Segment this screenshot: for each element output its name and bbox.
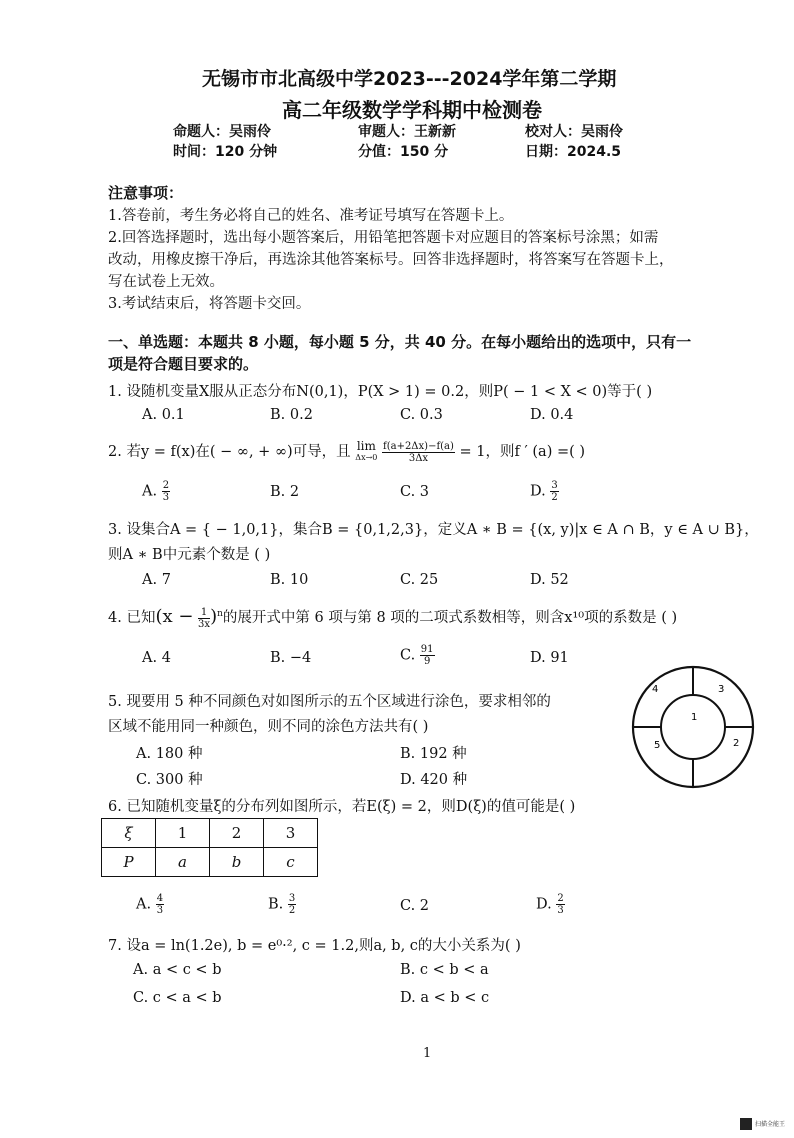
table-cell: a <box>156 848 210 877</box>
q4-frac-num: 1 <box>198 607 210 619</box>
date-label: 日期：2024.5 <box>525 144 622 160</box>
q7-option-b: B. c < b < a <box>400 962 489 978</box>
q6-d-den: 3 <box>557 905 564 916</box>
q4-option-c <box>400 644 435 667</box>
q2-option-a <box>142 480 170 503</box>
q2-option-d-frac <box>550 480 558 503</box>
q6-option-b-frac <box>288 893 296 916</box>
q6-option-a <box>136 893 164 916</box>
q6-a-num: 4 <box>156 893 164 904</box>
q5-option-a: A. 180 种 <box>136 746 203 762</box>
q2-option-d-label: D. <box>530 483 546 500</box>
table-cell: P <box>102 848 156 877</box>
section1-heading-line2: 项是符合题目要求的。 <box>108 355 259 373</box>
q4-frac-den: 3x <box>198 618 211 630</box>
q7-option-c: C. c < a < b <box>133 990 222 1006</box>
exam-title-line2: 高二年级数学学科期中检测卷 <box>282 98 542 122</box>
q2-stem-pre: 2. 若y = f(x)在( − ∞, + ∞)可导，且 <box>108 444 351 460</box>
notice-item-2-line3: 写在试卷上无效。 <box>108 274 224 290</box>
q6-b-den: 2 <box>288 905 296 916</box>
q2-d-num: 3 <box>551 480 558 491</box>
q1-option-d: D. 0.4 <box>530 407 574 423</box>
q2-option-d <box>530 480 559 503</box>
q4-option-c-frac <box>420 644 435 667</box>
q4-c-den: 9 <box>423 656 431 667</box>
notice-item-3: 3.考试结束后，将答题卡交回。 <box>108 296 311 312</box>
q2-limit <box>355 440 377 464</box>
q5-option-c: C. 300 种 <box>136 772 203 788</box>
q2-option-a-frac <box>162 480 170 503</box>
q4-expr-close: ) <box>210 606 218 627</box>
notice-item-2-line1: 2.回答选择题时，选出每小题答案后，用铅笔把答题卡对应题目的答案标号涂黑；如需 <box>108 230 659 246</box>
q4-stem-post: 的展开式中第 6 项与第 8 项的二项式系数相等，则含x¹⁰项的系数是 ( ) <box>222 610 678 626</box>
q5-stem-line2: 区域不能用同一种颜色，则不同的涂色方法共有( ) <box>108 719 429 735</box>
exam-title-line1: 无锡市市北高级中学2023---2024学年第二学期 <box>202 68 617 90</box>
q5-stem-line1: 5. 现要用 5 种不同颜色对如图所示的五个区域进行涂色，要求相邻的 <box>108 694 551 710</box>
q3-option-c: C. 25 <box>400 572 439 588</box>
table-cell: 2 <box>210 819 264 848</box>
q2-option-a-label: A. <box>142 483 158 500</box>
q4-stem <box>108 606 677 630</box>
score-label: 分值：150 分 <box>358 144 449 160</box>
q5-region-label-1: 1 <box>691 712 698 723</box>
q2-a-den: 3 <box>162 492 170 503</box>
q6-option-d-label: D. <box>536 896 552 913</box>
q2-frac-num: f(a+2Δx)−f(a) <box>383 440 454 452</box>
reviewer-label: 审题人：王新新 <box>358 124 456 140</box>
section1-heading-line1: 一、单选题：本题共 8 小题，每小题 5 分，共 40 分。在每小题给出的选项中，只有一 <box>108 333 692 351</box>
q4-stem-pre: 4. 已知 <box>108 610 156 626</box>
q7-option-d: D. a < b < c <box>400 990 490 1006</box>
table-cell: 3 <box>264 819 318 848</box>
q3-stem-line2: 则A ∗ B中元素个数是 ( ) <box>108 547 271 563</box>
notice-heading: 注意事项： <box>108 184 184 202</box>
q6-stem: 6. 已知随机变量ξ的分布列如图所示，若E(ξ) = 2，则D(ξ)的值可能是( ) <box>108 799 576 815</box>
q1-stem: 1. 设随机变量X服从正态分布N(0,1)，P(X > 1) = 0.2，则P( − 1 < X < 0)等于( ) <box>108 384 653 400</box>
q2-a-num: 2 <box>162 480 170 491</box>
q5-option-d: D. 420 种 <box>400 772 468 788</box>
q4-power: n <box>217 609 223 620</box>
q6-option-d-frac <box>556 893 564 916</box>
q5-option-b: B. 192 种 <box>400 746 467 762</box>
q5-region-label-3: 3 <box>718 684 725 695</box>
q2-d-den: 2 <box>551 492 558 503</box>
q3-option-b: B. 10 <box>270 572 309 588</box>
q4-option-c-label: C. <box>400 647 416 664</box>
q4-expr: (x − <box>155 606 194 627</box>
q4-option-d: D. 91 <box>530 650 569 666</box>
table-row <box>102 819 318 848</box>
q1-option-b: B. 0.2 <box>270 407 313 423</box>
q6-option-b <box>268 893 296 916</box>
q3-option-a: A. 7 <box>142 572 171 588</box>
q5-region-label-4: 4 <box>652 684 659 695</box>
q2-fraction <box>382 441 455 464</box>
q6-option-a-label: A. <box>136 896 152 913</box>
q4-c-num: 91 <box>420 644 434 655</box>
q5-region-label-2: 2 <box>733 738 740 749</box>
table-row <box>102 848 318 877</box>
qr-code-icon <box>740 1118 752 1130</box>
time-label: 时间：120 分钟 <box>173 144 278 160</box>
table-cell: b <box>210 848 264 877</box>
q5-region-figure <box>630 664 756 790</box>
author-label: 命题人：吴雨伶 <box>173 124 271 140</box>
q6-option-d <box>536 893 565 916</box>
q6-distribution-table <box>101 818 318 877</box>
q4-fraction <box>198 607 210 630</box>
q2-lim-sub: Δx→0 <box>355 453 378 462</box>
q7-stem: 7. 设a = ln(1.2e), b = e⁰·², c = 1.2,则a, b, c的大小关系为( ) <box>108 938 521 954</box>
q3-option-d: D. 52 <box>530 572 569 588</box>
q1-option-c: C. 0.3 <box>400 407 443 423</box>
table-cell: c <box>264 848 318 877</box>
q2-stem <box>108 440 585 464</box>
q2-option-c: C. 3 <box>400 484 430 500</box>
page-number: 1 <box>423 1046 432 1061</box>
notice-item-2-line2: 改动，用橡皮擦干净后，再选涂其他答案标号。回答非选择题时，将答案写在答题卡上， <box>108 252 674 268</box>
q6-b-num: 3 <box>288 893 296 904</box>
scanner-watermark: 扫描全能王 <box>755 1121 786 1128</box>
q6-option-a-frac <box>156 893 164 916</box>
q6-d-num: 2 <box>557 893 564 904</box>
q4-option-b: B. −4 <box>270 650 312 666</box>
q6-a-den: 3 <box>156 905 164 916</box>
notice-item-1: 1.答卷前，考生务必将自己的姓名、准考证号填写在答题卡上。 <box>108 208 514 224</box>
q7-option-a: A. a < c < b <box>133 962 222 978</box>
table-cell: ξ <box>102 819 156 848</box>
q2-lim-word: lim <box>356 439 376 453</box>
q4-option-a: A. 4 <box>142 650 171 666</box>
q5-region-label-5: 5 <box>654 740 661 751</box>
q6-option-b-label: B. <box>268 896 284 913</box>
table-cell: 1 <box>156 819 210 848</box>
q3-stem-line1: 3. 设集合A = { − 1,0,1}，集合B = {0,1,2,3}，定义A ∗ B = {(x, y)|x ∈ A ∩ B，y ∈ A ∪ B}， <box>108 522 759 538</box>
q2-option-b: B. 2 <box>270 484 300 500</box>
q2-stem-post: = 1，则f ′ (a) =( ) <box>459 444 586 460</box>
q6-option-c: C. 2 <box>400 898 430 914</box>
q2-frac-den: 3Δx <box>408 452 429 464</box>
proofreader-label: 校对人：吴雨伶 <box>525 124 623 140</box>
q1-option-a: A. 0.1 <box>142 407 185 423</box>
